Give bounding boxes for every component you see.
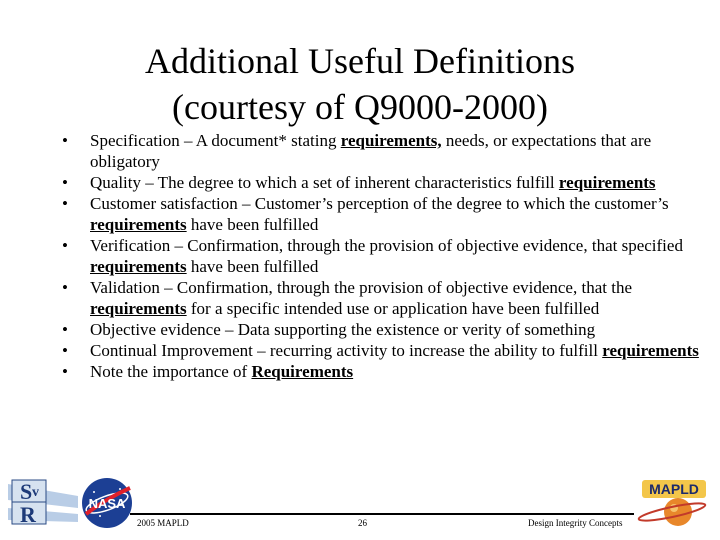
bullet-item (26, 277, 706, 319)
bullet-emphasis: requirements, (340, 131, 442, 150)
bullet-text: for a specific intended use or application have been fulfilled (186, 299, 600, 318)
bullet-item (26, 193, 706, 235)
bullet-text: Validation – Confirmation, through the provision of objective evidence, that the (90, 278, 632, 297)
nasa-logo (80, 476, 134, 530)
svr-logo (8, 478, 78, 526)
svg-text:NASA: NASA (88, 496, 126, 511)
bullet-text: Customer satisfaction – Customer’s perception of the degree to which the customer’s (90, 194, 669, 213)
footer-right: Design Integrity Concepts (528, 518, 623, 528)
bullet-item (26, 235, 706, 277)
bullet-emphasis: requirements (90, 257, 187, 276)
footer-rule (130, 513, 634, 515)
bullet-item (26, 340, 706, 361)
svg-text:R: R (20, 502, 36, 526)
bullet-list (26, 130, 706, 382)
bullet-emphasis: requirements (90, 299, 187, 318)
slide-title (0, 38, 720, 130)
bullet-marker: • (62, 278, 68, 297)
bullet-item (26, 130, 706, 172)
mapld-logo (630, 472, 714, 532)
svg-text:S: S (20, 479, 33, 504)
bullet-marker: • (62, 341, 68, 360)
bullet-text: have been fulfilled (186, 257, 319, 276)
bullet-item (26, 361, 706, 382)
bullet-text: Continual Improvement – recurring activity to increase the ability to fulfill (90, 341, 603, 360)
bullet-marker: • (62, 320, 68, 339)
svg-text:MAPLD: MAPLD (649, 481, 699, 497)
footer-left: 2005 MAPLD (137, 518, 189, 528)
bullet-text: Verification – Confirmation, through the provision of objective evidence, that specified (90, 236, 683, 255)
bullet-text: Objective evidence – Data supporting the existence or verity of something (90, 320, 596, 339)
bullet-marker: • (62, 194, 68, 213)
bullet-text: needs, or expectations that are obligatory (90, 131, 652, 171)
bullet-text: have been fulfilled (186, 215, 319, 234)
bullet-emphasis: requirements (602, 341, 699, 360)
bullet-text: Specification – A document* stating (90, 131, 341, 150)
bullet-marker: • (62, 362, 68, 381)
bullet-emphasis: requirements (558, 173, 656, 192)
bullet-item (26, 172, 706, 193)
bullet-marker: • (62, 131, 68, 150)
bullet-emphasis: requirements (90, 215, 187, 234)
title-line-1: Additional Useful Definitions (145, 41, 575, 81)
bullet-text: Note the importance of (90, 362, 252, 381)
title-line-2: (courtesy of Q9000-2000) (172, 87, 548, 127)
bullet-emphasis: Requirements (251, 362, 354, 381)
svg-text:v: v (32, 485, 39, 500)
bullet-item (26, 319, 706, 340)
footer-page-number: 26 (358, 518, 367, 528)
bullet-text: Quality – The degree to which a set of inherent characteristics fulfill (90, 173, 559, 192)
bullet-marker: • (62, 173, 68, 192)
bullet-marker: • (62, 236, 68, 255)
